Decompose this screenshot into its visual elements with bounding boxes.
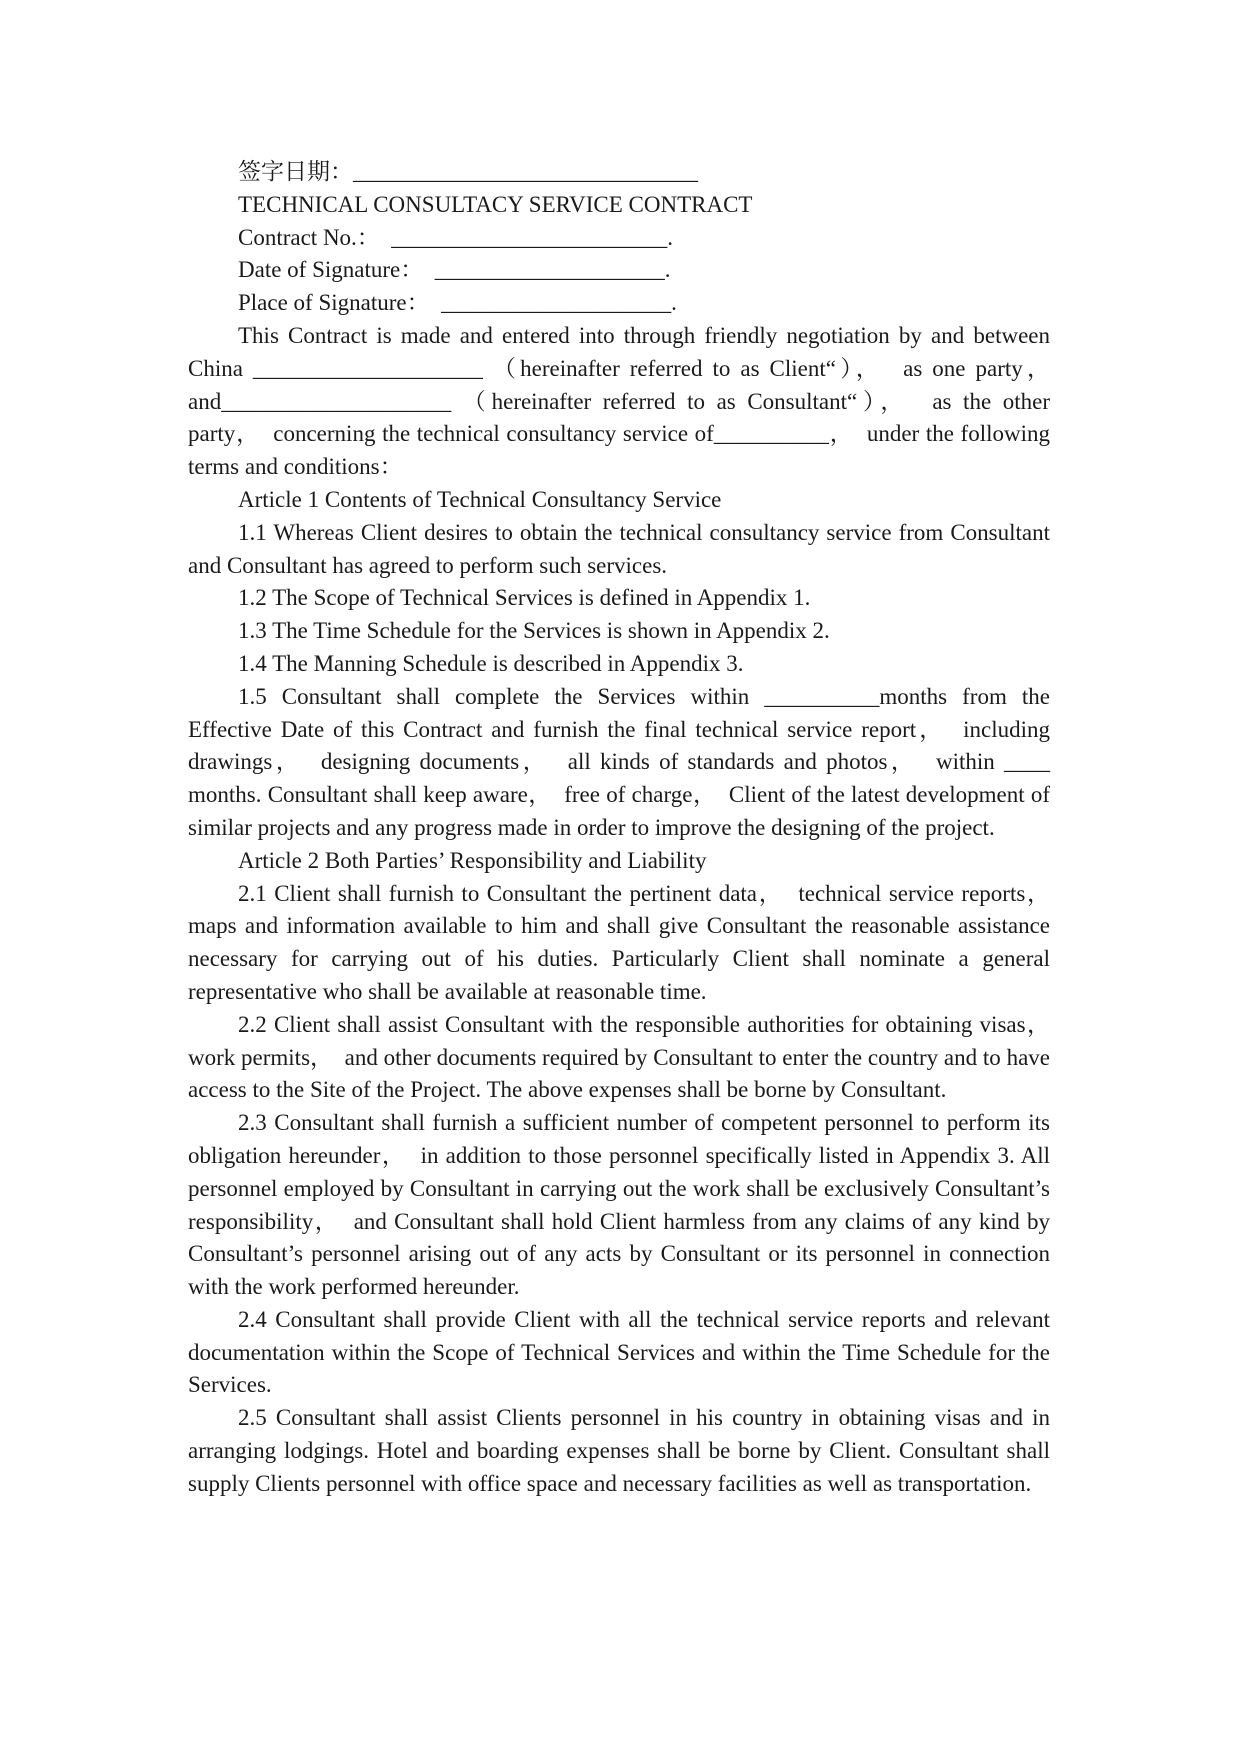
- clause-2-2: 2.2 Client shall assist Consultant with the responsible authorities for obtaining visas， work permits， and other documents required by Consultant to enter the country and to have access to the Site of the Project. The above expenses shall be borne by Consultant.: [188, 1011, 1062, 1103]
- preamble-paragraph: This Contract is made and entered into through friendly negotiation by and between China ____________________ （hereinafter referred to as Client“）， as one party， and____________________ （hereinafter referred to as Consultant“）， as the other party， concerning the technical consultancy service of__________， under the following terms and conditions：: [188, 322, 1062, 480]
- place-of-signature-line: Place of Signature： ____________________.: [238, 290, 677, 316]
- clause-1-5: 1.5 Consultant shall complete the Services within __________months from the Effective Date of this Contract and furnish the final technical service report， including drawings， designing documents， all kinds of standards and photos， within ____ months. Consultant shall keep aware， free of charge， Client of the latest development of similar projects and any progress made in order to improve the designing of the project.: [188, 683, 1056, 840]
- contract-title: TECHNICAL CONSULTACY SERVICE CONTRACT: [238, 191, 753, 217]
- clause-1-2: 1.2 The Scope of Technical Services is defined in Appendix 1.: [238, 585, 811, 611]
- clause-1-3: 1.3 The Time Schedule for the Services is shown in Appendix 2.: [238, 618, 830, 644]
- clause-1-1: 1.1 Whereas Client desires to obtain the technical consultancy service from Consultant and Consultant has agreed to perform such services.: [188, 519, 1056, 578]
- contract-no-line: Contract No.： ________________________.: [238, 224, 674, 250]
- clause-2-3: 2.3 Consultant shall furnish a sufficient number of competent personnel to perform its obligation hereunder， in addition to those personnel specifically listed in Appendix 3. All personnel employed by Consultant in carrying out the work shall be exclusively Consultant’s responsibility， and Consultant shall hold Client harmless from any claims of any kind by Consultant’s personnel arising out of any acts by Consultant or its personnel in connection with the work performed hereunder.: [188, 1110, 1056, 1300]
- clause-2-1: 2.1 Client shall furnish to Consultant the pertinent data， technical service reports， maps and information available to him and shall give Consultant the reasonable assistance necessary for carrying out of his duties. Particularly Client shall nominate a general representative who shall be available at reasonable time.: [188, 880, 1062, 1004]
- article-1-heading: Article 1 Contents of Technical Consultancy Service: [238, 486, 722, 512]
- document-body: [188, 156, 1062, 1501]
- clause-2-4: 2.4 Consultant shall provide Client with all the technical service reports and relevant documentation within the Scope of Technical Services and within the Time Schedule for the Services.: [188, 1306, 1056, 1398]
- clause-2-5: 2.5 Consultant shall assist Clients personnel in his country in obtaining visas and in arranging lodgings. Hotel and boarding expenses shall be borne by Client. Consultant shall supply Clients personnel with office space and necessary facilities as well as transportation.: [188, 1405, 1056, 1496]
- signature-date-cn-line: 签字日期：______________________________: [238, 159, 698, 184]
- clause-1-4: 1.4 The Manning Schedule is described in Appendix 3.: [238, 650, 744, 676]
- date-of-signature-line: Date of Signature： ____________________.: [238, 257, 671, 283]
- article-2-heading: Article 2 Both Parties’ Responsibility and Liability: [238, 847, 707, 873]
